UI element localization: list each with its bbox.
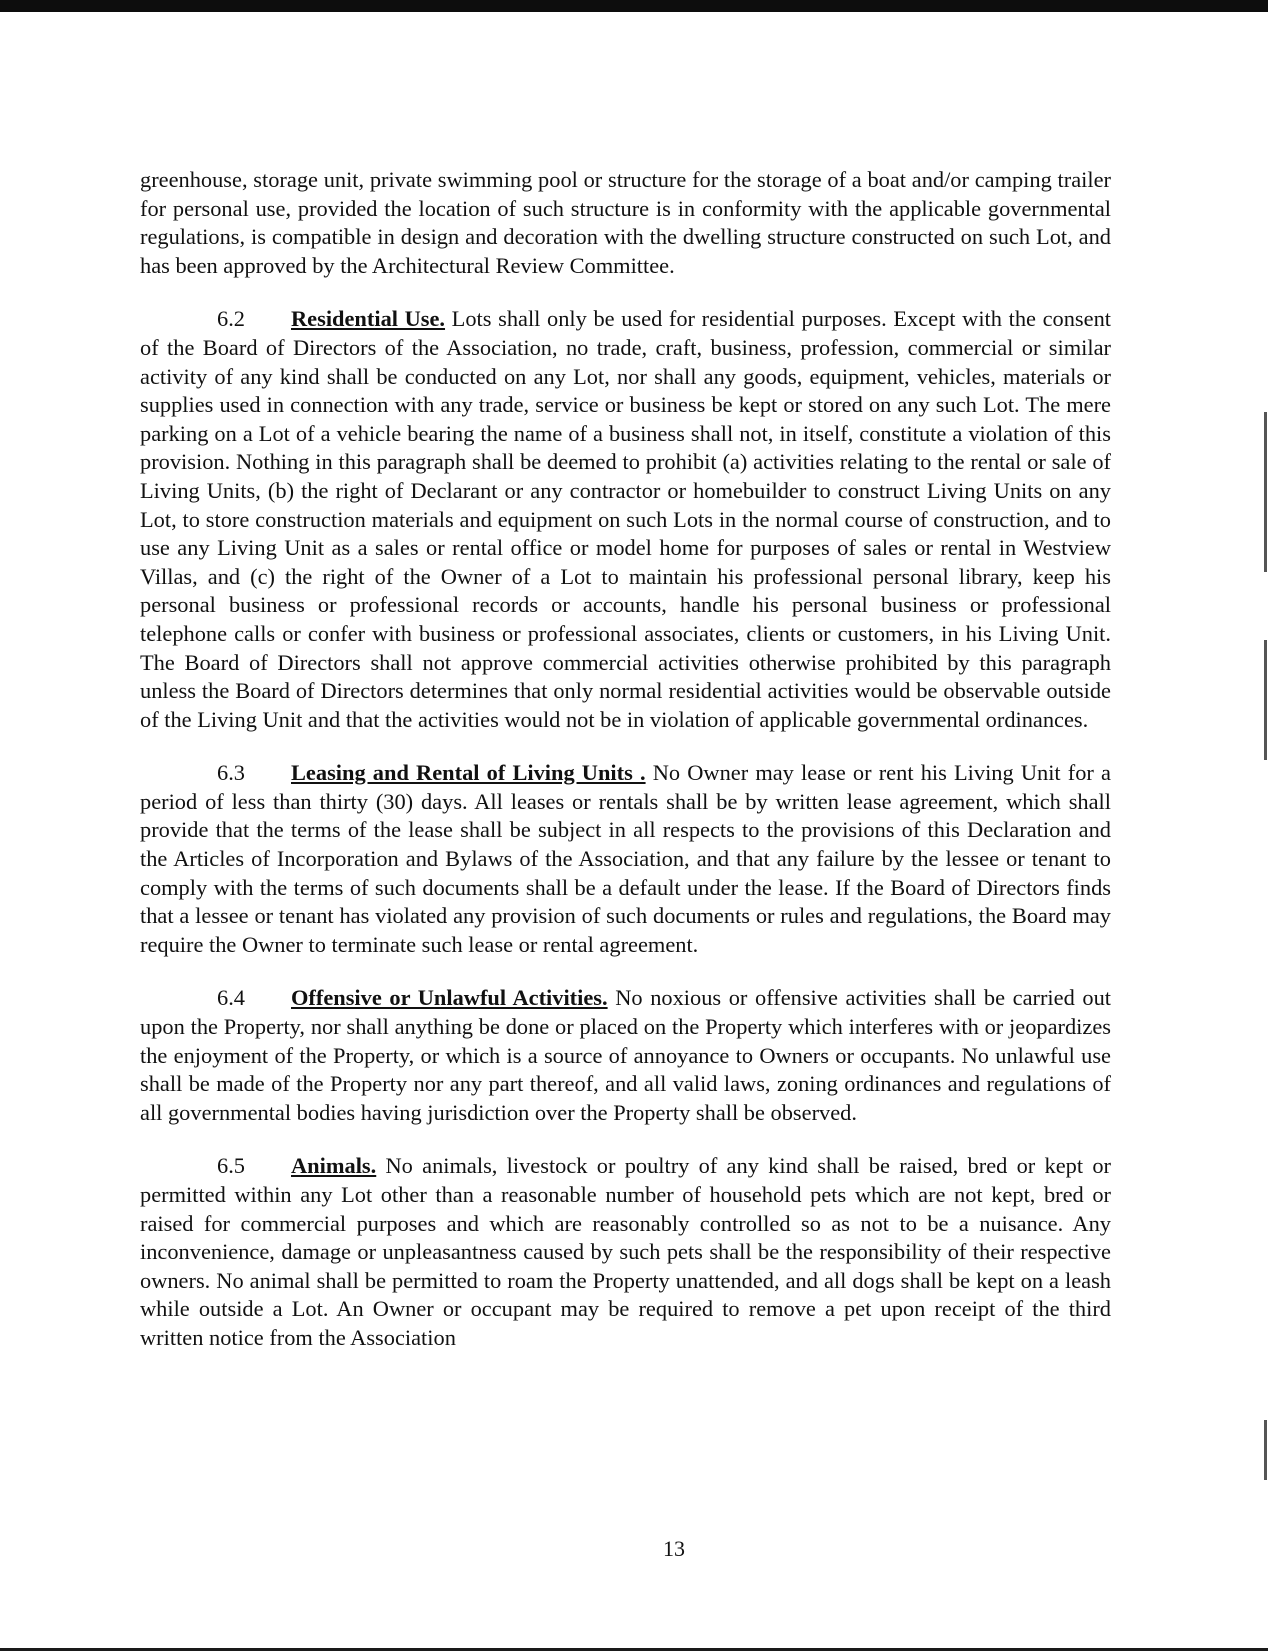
- section-heading: Offensive or Unlawful Activities.: [291, 985, 608, 1011]
- section-number: 6.4: [217, 985, 245, 1011]
- section-6-4: [140, 984, 1111, 1127]
- section-heading: Leasing and Rental of Living Units .: [291, 760, 646, 786]
- scan-edge-mark: [1264, 640, 1267, 760]
- section-body: No noxious or offensive activities shall be carried out upon the Property, nor shall anything be done or placed on the Property which interferes with or jeopardizes the enjoyment of the Property, or which is a source of annoyance to Owners or occupants. No unlawful use shall be made of the Property nor any part thereof, and all valid laws, zoning ordinances and regulations of all governmental bodies having jurisdiction over the Property shall be observed.: [140, 985, 1111, 1125]
- scan-edge-mark: [1264, 412, 1267, 572]
- section-number: 6.2: [217, 306, 245, 332]
- section-number: 6.3: [217, 760, 245, 786]
- section-body: No animals, livestock or poultry of any kind shall be raised, bred or kept or permitted within any Lot other than a reasonable number of household pets which are not kept, bred or raised for commercial purposes and which are reasonably controlled so as not to be a nuisance. Any inconvenience, damage or unpleasantness caused by such pets shall be the responsibility of their respective owners. No animal shall be permitted to roam the Property unattended, and all dogs shall be kept on a leash while outside a Lot. An Owner or occupant may be required to remove a pet upon receipt of the third written notice from the Association: [140, 1153, 1111, 1350]
- page-number: 13: [663, 1536, 685, 1561]
- section-body: Lots shall only be used for residential purposes. Except with the consent of the Board of Directors of the Association, no trade, craft, business, profession, commercial or similar activity of any kind shall be conducted on any Lot, nor shall any goods, equipment, vehicles, materials or supplies used in connection with any trade, service or business be kept or stored on any such Lot. The mere parking on a Lot of a vehicle bearing the name of a business shall not, in itself, constitute a violation of this provision. Nothing in this paragraph shall be deemed to prohibit (a) activities relating to the rental or sale of Living Units, (b) the right of Declarant or any contractor or homebuilder to construct Living Units on any Lot, to store construction materials and equipment on such Lots in the normal course of construction, and to use any Living Unit as a sales or rental office or model home for purposes of sales or rental in Westview Villas, and (c) the right of the Owner of a Lot to maintain his professional personal library, keep his personal business or professional records or accounts, handle his personal business or professional telephone calls or confer with business or professional associates, clients or customers, in his Living Unit. The Board of Directors shall not approve commercial activities otherwise prohibited by this paragraph unless the Board of Directors determines that only normal residential activities would be observable outside of the Living Unit and that the activities would not be in violation of applicable governmental ordinances.: [140, 306, 1111, 732]
- section-6-3: [140, 759, 1111, 959]
- scan-top-border: [0, 0, 1268, 12]
- section-6-2: [140, 305, 1111, 734]
- section-heading: Residential Use.: [291, 306, 446, 332]
- continuation-paragraph: greenhouse, storage unit, private swimming pool or structure for the storage of a boat and/or camping trailer for personal use, provided the location of such structure is in conformity with the applicable governmental regulations, is compatible in design and decoration with the dwelling structure constructed on such Lot, and has been approved by the Architectural Review Committee.: [140, 167, 1111, 278]
- section-6-5: [140, 1152, 1111, 1352]
- section-number: 6.5: [217, 1153, 245, 1179]
- section-heading: Animals.: [291, 1153, 377, 1179]
- scan-edge-mark: [1264, 1420, 1267, 1480]
- document-page: [140, 166, 1111, 1378]
- section-body: No Owner may lease or rent his Living Unit for a period of less than thirty (30) days. All leases or rentals shall be by written lease agreement, which shall provide that the terms of the lease shall be subject in all respects to the provisions of this Declaration and the Articles of Incorporation and Bylaws of the Association, and that any failure by the lessee or tenant to comply with the terms of such documents shall be a default under the lease. If the Board of Directors finds that a lessee or tenant has violated any provision of such documents or rules and regulations, the Board may require the Owner to terminate such lease or rental agreement.: [140, 760, 1111, 957]
